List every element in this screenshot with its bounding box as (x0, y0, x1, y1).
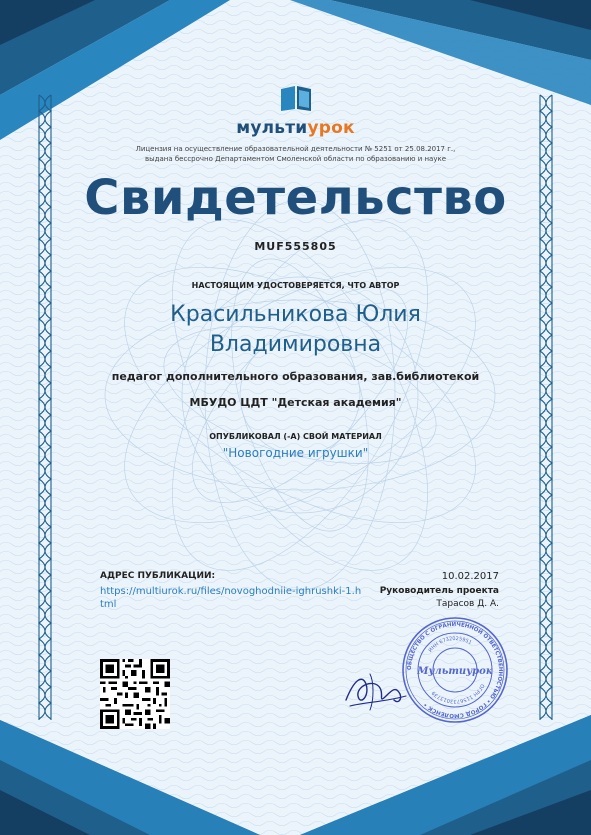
brand-logo-text (0, 118, 591, 138)
stamp-outer-text: ОБЩЕСТВО С ОГРАНИЧЕННОЙ ОТВЕТСТВЕННОСТЬЮ • ГОРОД СМОЛЕНСК • (406, 621, 504, 719)
book-logo-icon (279, 84, 313, 112)
published-text: ОПУБЛИКОВАЛ (-А) СВОЙ МАТЕРИАЛ (209, 432, 382, 441)
brand-name-accent: урок (307, 118, 355, 138)
stamp-inn-text: ИНН 6732025951 (427, 635, 473, 654)
brand-name-main: мульти (236, 118, 308, 138)
manager-name: Тарасов Д. А. (436, 599, 499, 609)
certify-text: НАСТОЯЩИМ УДОСТОВЕРЯЕТСЯ, ЧТО АВТОР (191, 281, 400, 290)
author-name-line-1: Красильникова Юлия (170, 302, 421, 327)
license-info (0, 144, 591, 164)
certificate-title: Свидетельство (84, 170, 507, 226)
qr-code[interactable] (100, 659, 170, 729)
license-line-1: Лицензия на осуществление образовательной деятельности № 5251 от 25.08.2017 г., (135, 145, 456, 153)
license-line-2: выдана бессрочно Департаментом Смоленской области по образованию и науке (144, 155, 447, 163)
manager-role: Руководитель проекта (379, 586, 499, 596)
company-stamp (400, 615, 510, 725)
certificate-id: MUF555805 (254, 240, 337, 253)
stamp-center-text: Мультиурок (417, 666, 493, 677)
author-name-line-2: Владимировна (209, 332, 382, 357)
author-organization: МБУДО ЦДТ "Детская академия" (189, 396, 402, 409)
author-name (0, 300, 591, 360)
publication-address-link[interactable]: https://multiurok.ru/files/novoghodniie-ighrushki-1.html (100, 586, 362, 610)
publication-address-label: АДРЕС ПУБЛИКАЦИИ: (100, 571, 216, 581)
issue-date: 10.02.2017 (441, 571, 499, 582)
stamp-ogrn-text: ОГРН 1156733013739 (430, 682, 486, 705)
svg-text:ОГРН 1156733013739 (431, 683, 485, 704)
material-title: "Новогодние игрушки" (222, 446, 369, 460)
author-position: педагог дополнительного образования, зав.библиотекой (111, 370, 480, 383)
